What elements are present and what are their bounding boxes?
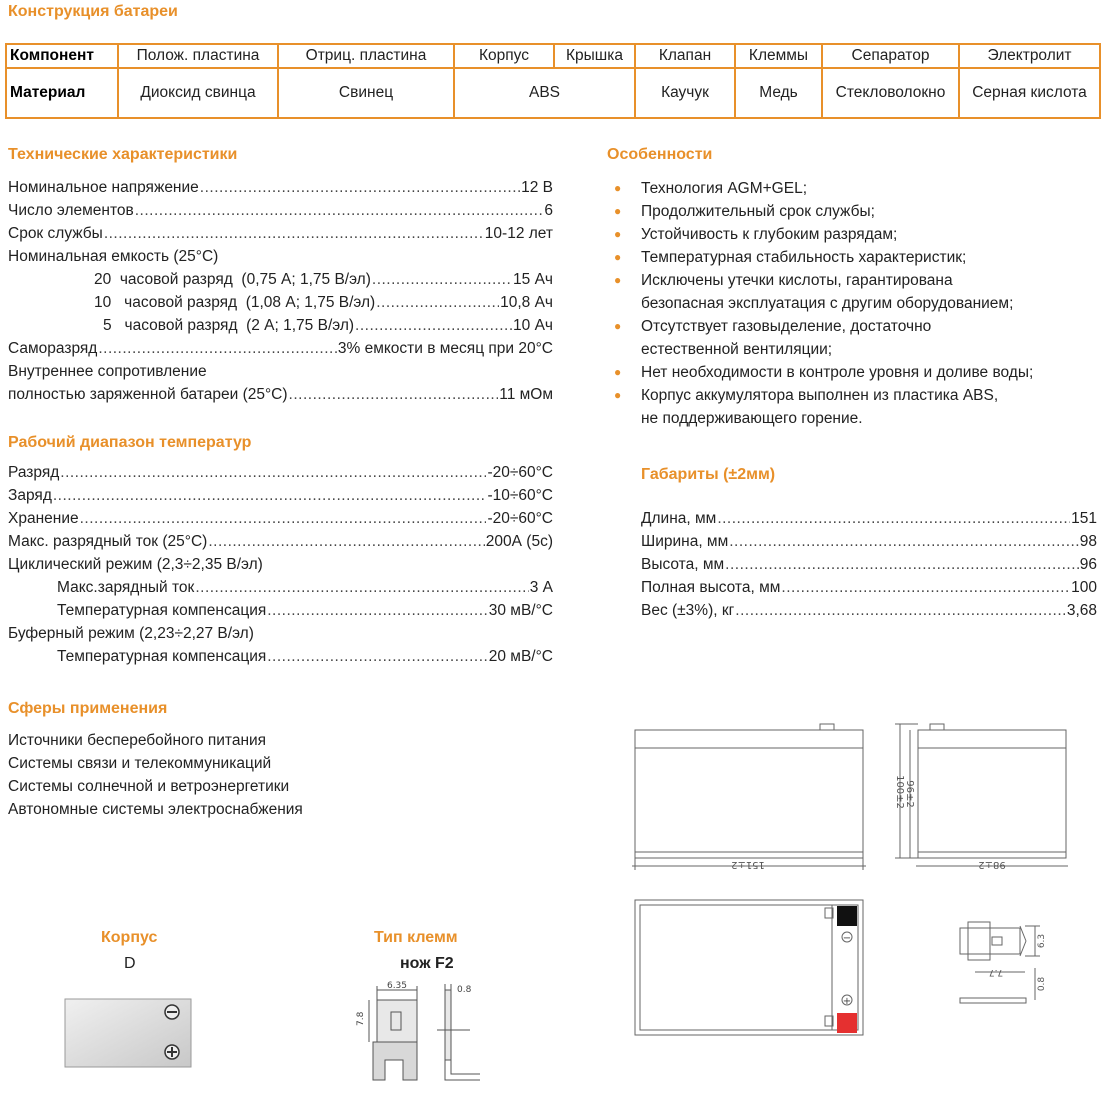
dim-row: Вес (±3%), кг ..... 3,68 bbox=[641, 602, 1097, 620]
dim-full-height-label: 100±2 bbox=[894, 775, 905, 809]
dim-row: Высота, мм ..... 96 bbox=[641, 556, 1097, 574]
table-header-component: Компонент bbox=[6, 44, 118, 68]
top-view-outline bbox=[635, 900, 863, 1035]
feature-item: ● Корпус аккумулятора выполнен из пластика ABS, не поддерживающего горение. bbox=[641, 384, 998, 430]
bullet-icon: ● bbox=[614, 273, 622, 287]
features-title: Особенности bbox=[607, 146, 713, 163]
cyclic-title: Циклический режим (2,3÷2,35 В/эл) bbox=[8, 556, 263, 573]
spec-row: Срок службы ..... 10-12 лет bbox=[8, 225, 553, 243]
table-header-material: Материал bbox=[6, 68, 118, 118]
list-item: Системы солнечной и ветроэнергетики bbox=[8, 778, 290, 795]
side-view-outline bbox=[918, 730, 1066, 858]
table-cell: Крышка bbox=[554, 44, 635, 68]
table-cell: Клапан bbox=[635, 44, 735, 68]
temp-row: Температурная компенсация ..... 20 мВ/°С bbox=[57, 648, 553, 666]
table-cell: Стекловолокно bbox=[822, 68, 959, 118]
table-cell: Медь bbox=[735, 68, 822, 118]
minus-icon: − bbox=[842, 933, 852, 944]
dim-label: 7.8 bbox=[356, 1011, 366, 1026]
bullet-icon: ● bbox=[614, 227, 622, 241]
table-cell: Свинец bbox=[278, 68, 454, 118]
table-cell: Корпус bbox=[454, 44, 554, 68]
spec-row: Номинальное напряжение ..... 12 В bbox=[8, 179, 553, 197]
spec-row: 20 часовой разряд (0,75 А; 1,75 В/эл) ..... 15 Ач bbox=[94, 271, 553, 289]
housing-title: Корпус bbox=[101, 929, 158, 946]
bullet-icon: ● bbox=[614, 181, 622, 195]
list-item: Системы связи и телекоммуникаций bbox=[8, 755, 272, 772]
terminal-title: Тип клемм bbox=[374, 929, 458, 946]
temp-row: Разряд ..... -20÷60°С bbox=[8, 464, 553, 482]
bullet-icon: ● bbox=[614, 365, 622, 379]
temp-row: Температурная компенсация ..... 30 мВ/°С bbox=[57, 602, 553, 620]
dim-terminal-label: 7.7 bbox=[988, 967, 1004, 977]
construction-title: Конструкция батареи bbox=[8, 3, 178, 20]
temps-title: Рабочий диапазон температур bbox=[8, 434, 252, 451]
battery-drawing bbox=[620, 710, 1090, 1050]
dim-length-label: 151±2 bbox=[731, 859, 765, 870]
feature-item: ● Отсутствует газовыделение, достаточно естественной вентиляции; bbox=[641, 315, 931, 361]
temp-row: Макс. разрядный ток (25°С) ..... 200А (5с) bbox=[8, 533, 553, 551]
feature-item: ● Нет необходимости в контроле уровня и доливе воды; bbox=[641, 361, 1033, 384]
dim-terminal-label: 0.8 bbox=[1037, 976, 1047, 992]
terminal-drawing bbox=[345, 980, 485, 1092]
bullet-icon: ● bbox=[614, 250, 622, 264]
spec-row: полностью заряженной батареи (25°С) ..... 11 мОм bbox=[8, 386, 553, 404]
table-cell: Каучук bbox=[635, 68, 735, 118]
dim-row: Полная высота, мм ..... 100 bbox=[641, 579, 1097, 597]
temp-row: Заряд ..... -10÷60°С bbox=[8, 487, 553, 505]
table-cell: Клеммы bbox=[735, 44, 822, 68]
spec-row: Саморазряд ..... 3% емкости в месяц при 20°С bbox=[8, 340, 553, 358]
feature-item: ● Устойчивость к глубоким разрядам; bbox=[641, 223, 897, 246]
dim-row: Ширина, мм ..... 98 bbox=[641, 533, 1097, 551]
dim-height-label: 96±2 bbox=[904, 780, 915, 808]
capacity-title: Номинальная емкость (25°С) bbox=[8, 248, 219, 265]
table-cell: Серная кислота bbox=[959, 68, 1100, 118]
table-cell: Электролит bbox=[959, 44, 1100, 68]
dim-terminal-label: 6.3 bbox=[1037, 933, 1047, 949]
spec-row: 10 часовой разряд (1,08 А; 1,75 В/эл) ..... 10,8 Ач bbox=[94, 294, 553, 312]
feature-item: ● Технология AGM+GEL; bbox=[641, 177, 807, 200]
dim-label: 0.8 bbox=[457, 985, 472, 995]
positive-terminal-icon bbox=[837, 1013, 857, 1033]
dim-label: 6.35 bbox=[386, 981, 408, 991]
terminal-value: нож F2 bbox=[400, 955, 454, 972]
dim-width-label: 98±2 bbox=[978, 859, 1006, 870]
table-cell: ABS bbox=[454, 68, 635, 118]
front-view-outline bbox=[635, 730, 863, 858]
dimensions-title: Габариты (±2мм) bbox=[641, 466, 776, 483]
list-item: Источники бесперебойного питания bbox=[8, 732, 267, 749]
dim-row: Длина, мм ..... 151 bbox=[641, 510, 1097, 528]
specs-title: Технические характеристики bbox=[8, 146, 238, 163]
feature-item: ● Продолжительный срок службы; bbox=[641, 200, 875, 223]
spec-row: Число элементов ..... 6 bbox=[8, 202, 553, 220]
feature-item: ● Исключены утечки кислоты, гарантирована безопасная эксплуатация с другим оборудованием; bbox=[641, 269, 1013, 315]
housing-value: D bbox=[124, 955, 136, 972]
resistance-line1: Внутреннее сопротивление bbox=[8, 363, 207, 380]
applications-title: Сферы применения bbox=[8, 700, 168, 717]
housing-icon bbox=[64, 998, 194, 1070]
spec-row: 5 часовой разряд (2 А; 1,75 В/эл) ..... 10 Ач bbox=[103, 317, 553, 335]
table-cell: Отриц. пластина bbox=[278, 44, 454, 68]
list-item: Автономные системы электроснабжения bbox=[8, 801, 303, 818]
bullet-icon: ● bbox=[614, 204, 622, 218]
plus-icon: + bbox=[842, 996, 852, 1007]
construction-table bbox=[5, 43, 1101, 119]
table-cell: Полож. пластина bbox=[118, 44, 278, 68]
feature-item: ● Температурная стабильность характеристик; bbox=[641, 246, 966, 269]
table-cell: Диоксид свинца bbox=[118, 68, 278, 118]
negative-terminal-icon bbox=[837, 906, 857, 926]
temp-row: Макс.зарядный ток ..... 3 А bbox=[57, 579, 553, 597]
table-cell: Сепаратор bbox=[822, 44, 959, 68]
bullet-icon: ● bbox=[614, 319, 622, 333]
buffer-title: Буферный режим (2,23÷2,27 В/эл) bbox=[8, 625, 254, 642]
bullet-icon: ● bbox=[614, 388, 622, 402]
temp-row: Хранение ..... -20÷60°С bbox=[8, 510, 553, 528]
